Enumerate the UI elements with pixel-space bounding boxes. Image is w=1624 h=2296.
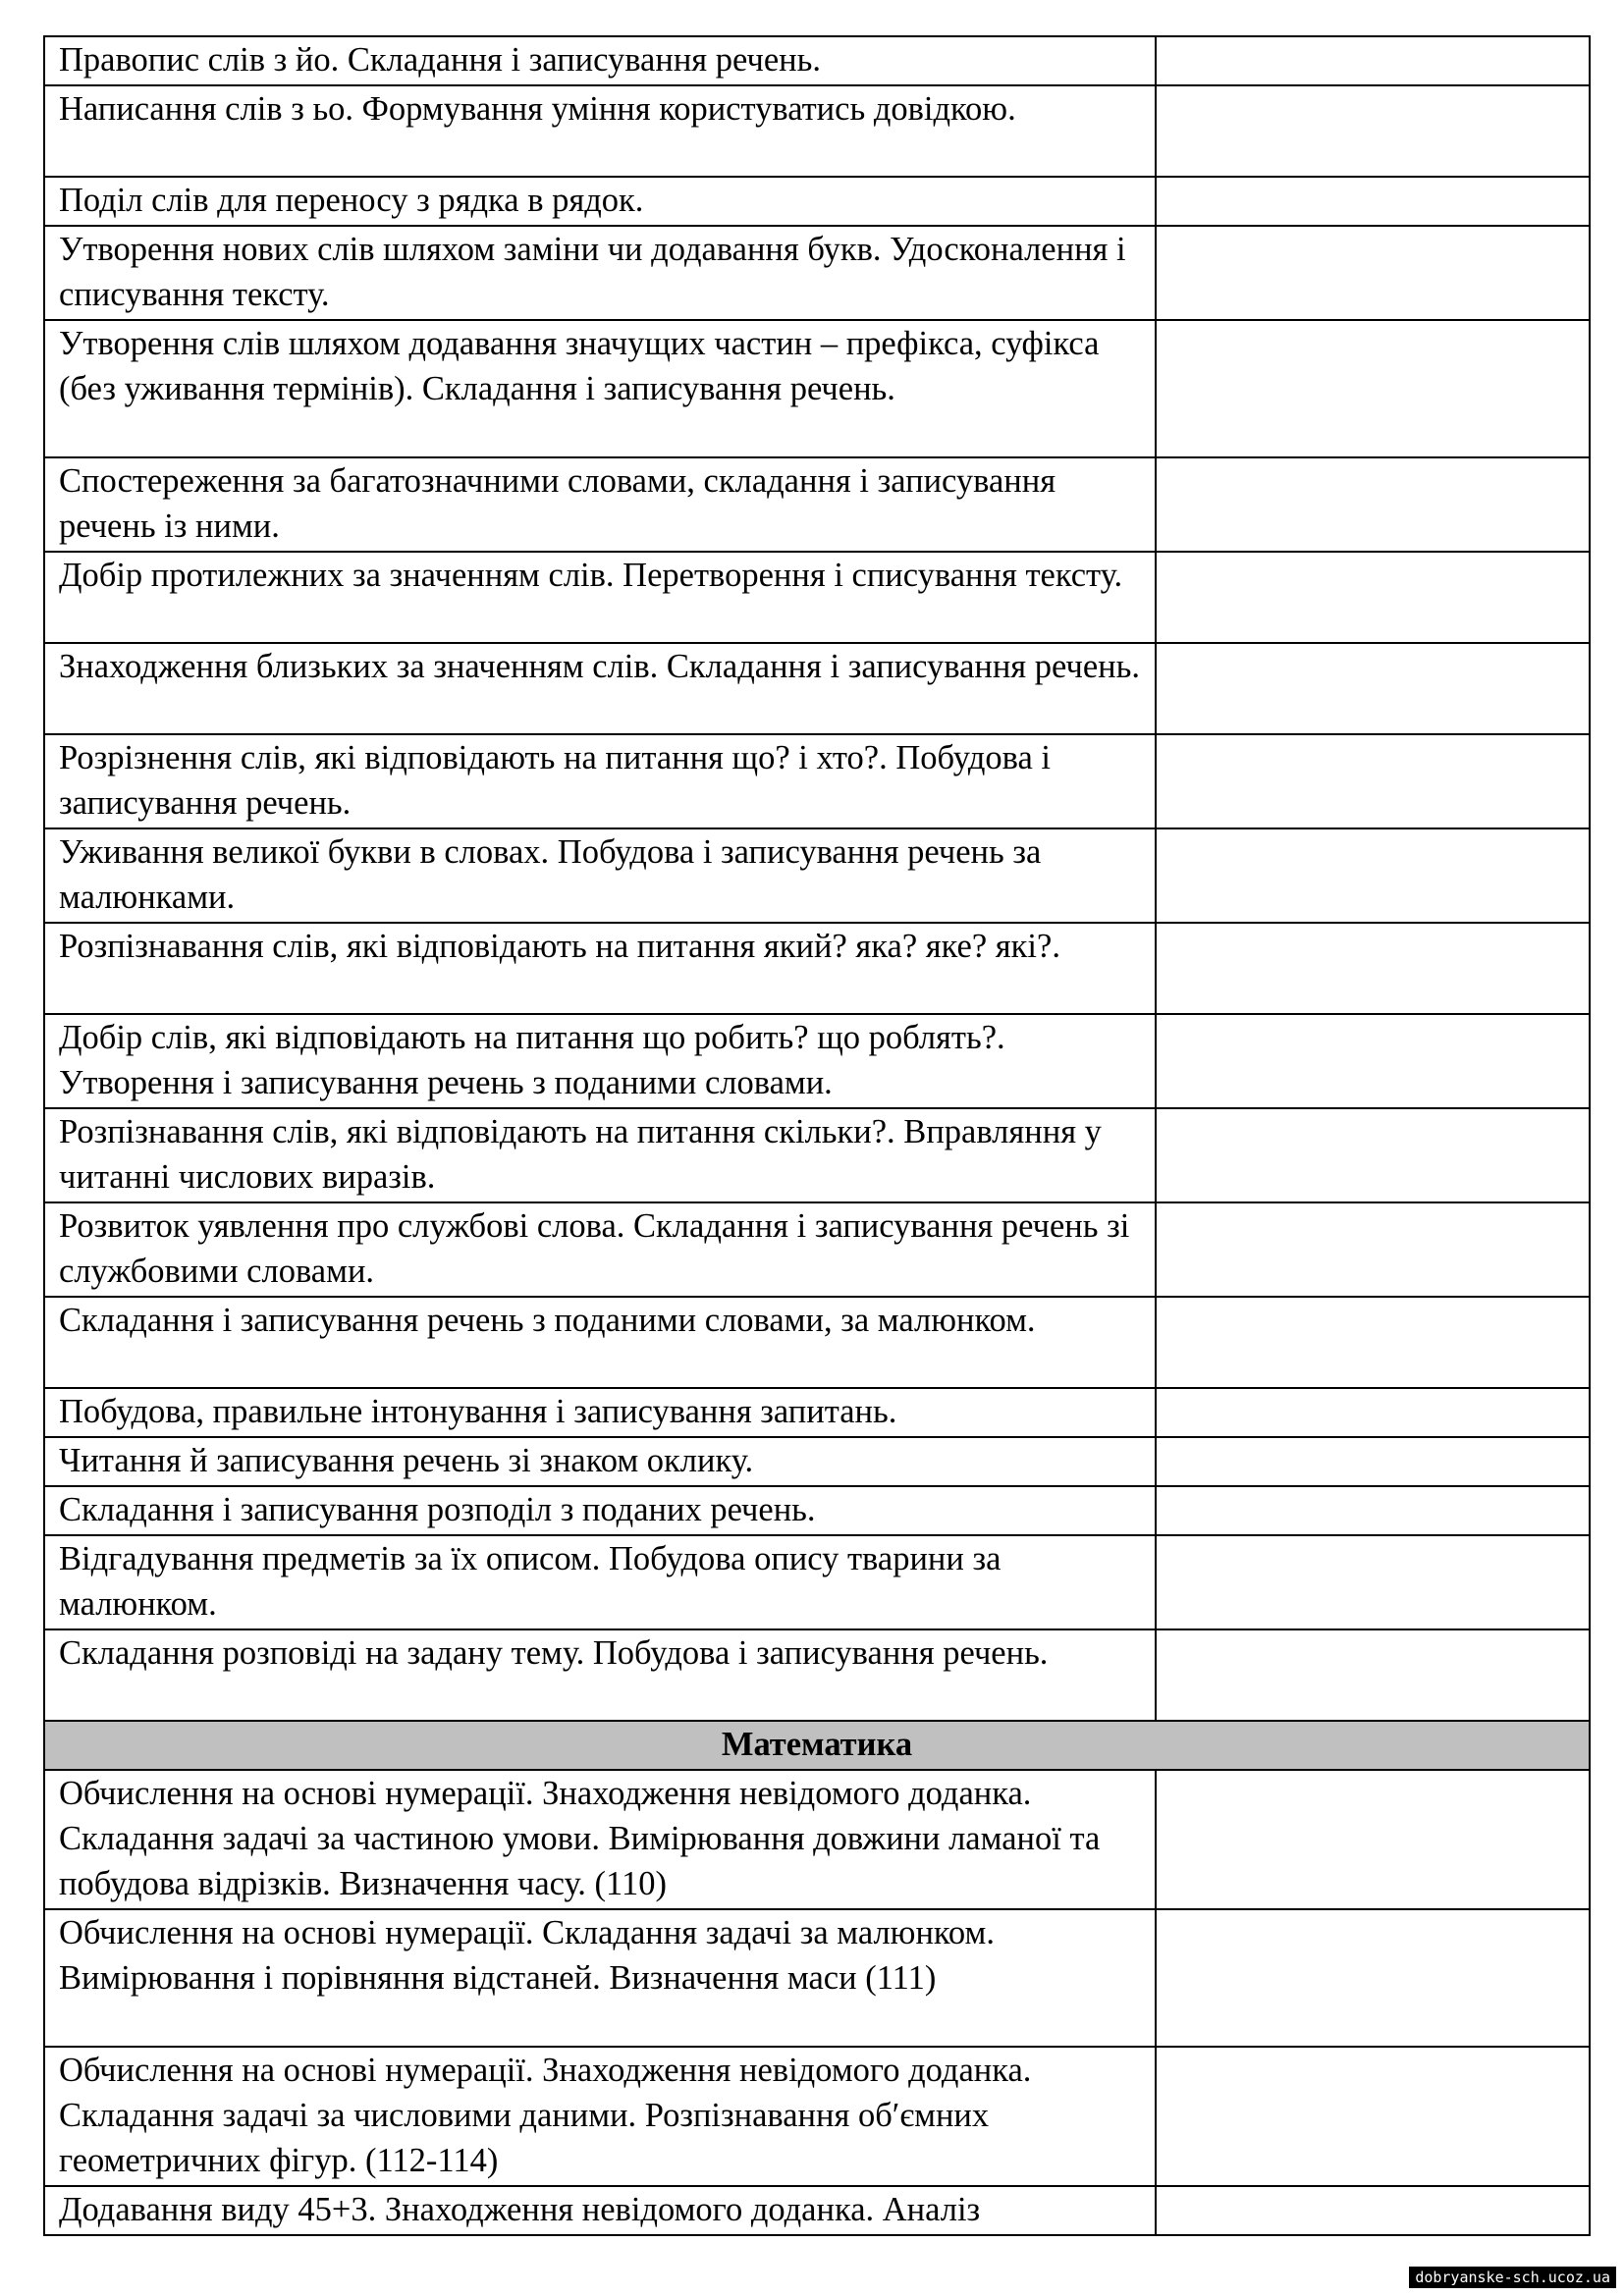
lesson-topic-cell: Обчислення на основі нумерації. Знаходження невідомого доданка. Складання задачі за числовими даними. Розпізнавання об′ємних геометричних фігур. (112-114) [44,2047,1156,2186]
table-row [44,226,1590,320]
table-row [44,1297,1590,1388]
table-row [44,828,1590,923]
date-cell [1156,1388,1590,1437]
lesson-topic-cell: Написання слів з ьо. Формування уміння користуватись довідкою. [44,85,1156,177]
section-header-row [44,1721,1590,1770]
date-cell [1156,1202,1590,1297]
lesson-topic-cell: Знаходження близьких за значенням слів. Складання і записування речень. [44,643,1156,734]
table-row [44,2186,1590,2235]
table-row [44,1486,1590,1535]
lesson-topic-cell: Складання і записування розподіл з поданих речень. [44,1486,1156,1535]
date-cell [1156,1437,1590,1486]
table-row [44,1770,1590,1909]
table-row [44,457,1590,552]
table-row [44,1629,1590,1721]
table-row [44,85,1590,177]
table-row [44,1108,1590,1202]
date-cell [1156,1297,1590,1388]
table-row [44,1909,1590,2047]
date-cell [1156,923,1590,1014]
lesson-topic-cell: Відгадування предметів за їх описом. Побудова опису тварини за малюнком. [44,1535,1156,1629]
date-cell [1156,1770,1590,1909]
lesson-topic-cell: Розвиток уявлення про службові слова. Складання і записування речень зі службовими словами. [44,1202,1156,1297]
site-watermark: dobryanske-sch.ucoz.ua [1409,2267,1616,2288]
table-row [44,643,1590,734]
lesson-topic-cell: Обчислення на основі нумерації. Знаходження невідомого доданка. Складання задачі за частиною умови. Вимірювання довжини ламаної та побудова відрізків. Визначення часу. (110) [44,1770,1156,1909]
table-row [44,1014,1590,1108]
date-cell [1156,177,1590,226]
lesson-plan-table [43,35,1591,2236]
table-body-math [44,1770,1590,2235]
date-cell [1156,1535,1590,1629]
date-cell [1156,1486,1590,1535]
lesson-topic-cell: Правопис слів з йо. Складання і записування речень. [44,36,1156,85]
table-row [44,552,1590,643]
lesson-topic-cell: Обчислення на основі нумерації. Складання задачі за малюнком. Вимірювання і порівняння відстаней. Визначення маси (111) [44,1909,1156,2047]
lesson-topic-cell: Розпізнавання слів, які відповідають на питання скільки?. Вправляння у читанні числових виразів. [44,1108,1156,1202]
lesson-topic-cell: Читання й записування речень зі знаком оклику. [44,1437,1156,1486]
section-title: Математика [44,1721,1590,1770]
date-cell [1156,552,1590,643]
date-cell [1156,2186,1590,2235]
table-row [44,923,1590,1014]
table-body-language [44,36,1590,1721]
date-cell [1156,1014,1590,1108]
lesson-topic-cell: Складання розповіді на задану тему. Побудова і записування речень. [44,1629,1156,1721]
lesson-topic-cell: Розрізнення слів, які відповідають на питання що? і хто?. Побудова і записування речень. [44,734,1156,828]
lesson-topic-cell: Побудова, правильне інтонування і записування запитань. [44,1388,1156,1437]
lesson-topic-cell: Уживання великої букви в словах. Побудова і записування речень за малюнками. [44,828,1156,923]
date-cell [1156,828,1590,923]
lesson-topic-cell: Спостереження за багатозначними словами, складання і записування речень із ними. [44,457,1156,552]
lesson-topic-cell: Добір слів, які відповідають на питання що робить? що роблять?. Утворення і записування речень з поданими словами. [44,1014,1156,1108]
date-cell [1156,1909,1590,2047]
lesson-topic-cell: Утворення слів шляхом додавання значущих частин – префікса, суфікса (без уживання термінів). Складання і записування речень. [44,320,1156,457]
lesson-topic-cell: Розпізнавання слів, які відповідають на питання який? яка? яке? які?. [44,923,1156,1014]
lesson-topic-cell: Додавання виду 45+3. Знаходження невідомого доданка. Аналіз [44,2186,1156,2235]
lesson-topic-cell: Добір протилежних за значенням слів. Перетворення і списування тексту. [44,552,1156,643]
table-row [44,177,1590,226]
date-cell [1156,734,1590,828]
table-row [44,320,1590,457]
date-cell [1156,2047,1590,2186]
table-row [44,734,1590,828]
date-cell [1156,226,1590,320]
date-cell [1156,457,1590,552]
date-cell [1156,1108,1590,1202]
date-cell [1156,85,1590,177]
table-row [44,1388,1590,1437]
table-row [44,1437,1590,1486]
lesson-topic-cell: Складання і записування речень з поданими словами, за малюнком. [44,1297,1156,1388]
date-cell [1156,320,1590,457]
table-row [44,1202,1590,1297]
table-section-math [44,1721,1590,1770]
date-cell [1156,1629,1590,1721]
table-row [44,2047,1590,2186]
date-cell [1156,643,1590,734]
date-cell [1156,36,1590,85]
lesson-topic-cell: Поділ слів для переносу з рядка в рядок. [44,177,1156,226]
table-row [44,1535,1590,1629]
lesson-topic-cell: Утворення нових слів шляхом заміни чи додавання букв. Удосконалення і списування тексту. [44,226,1156,320]
table-row [44,36,1590,85]
